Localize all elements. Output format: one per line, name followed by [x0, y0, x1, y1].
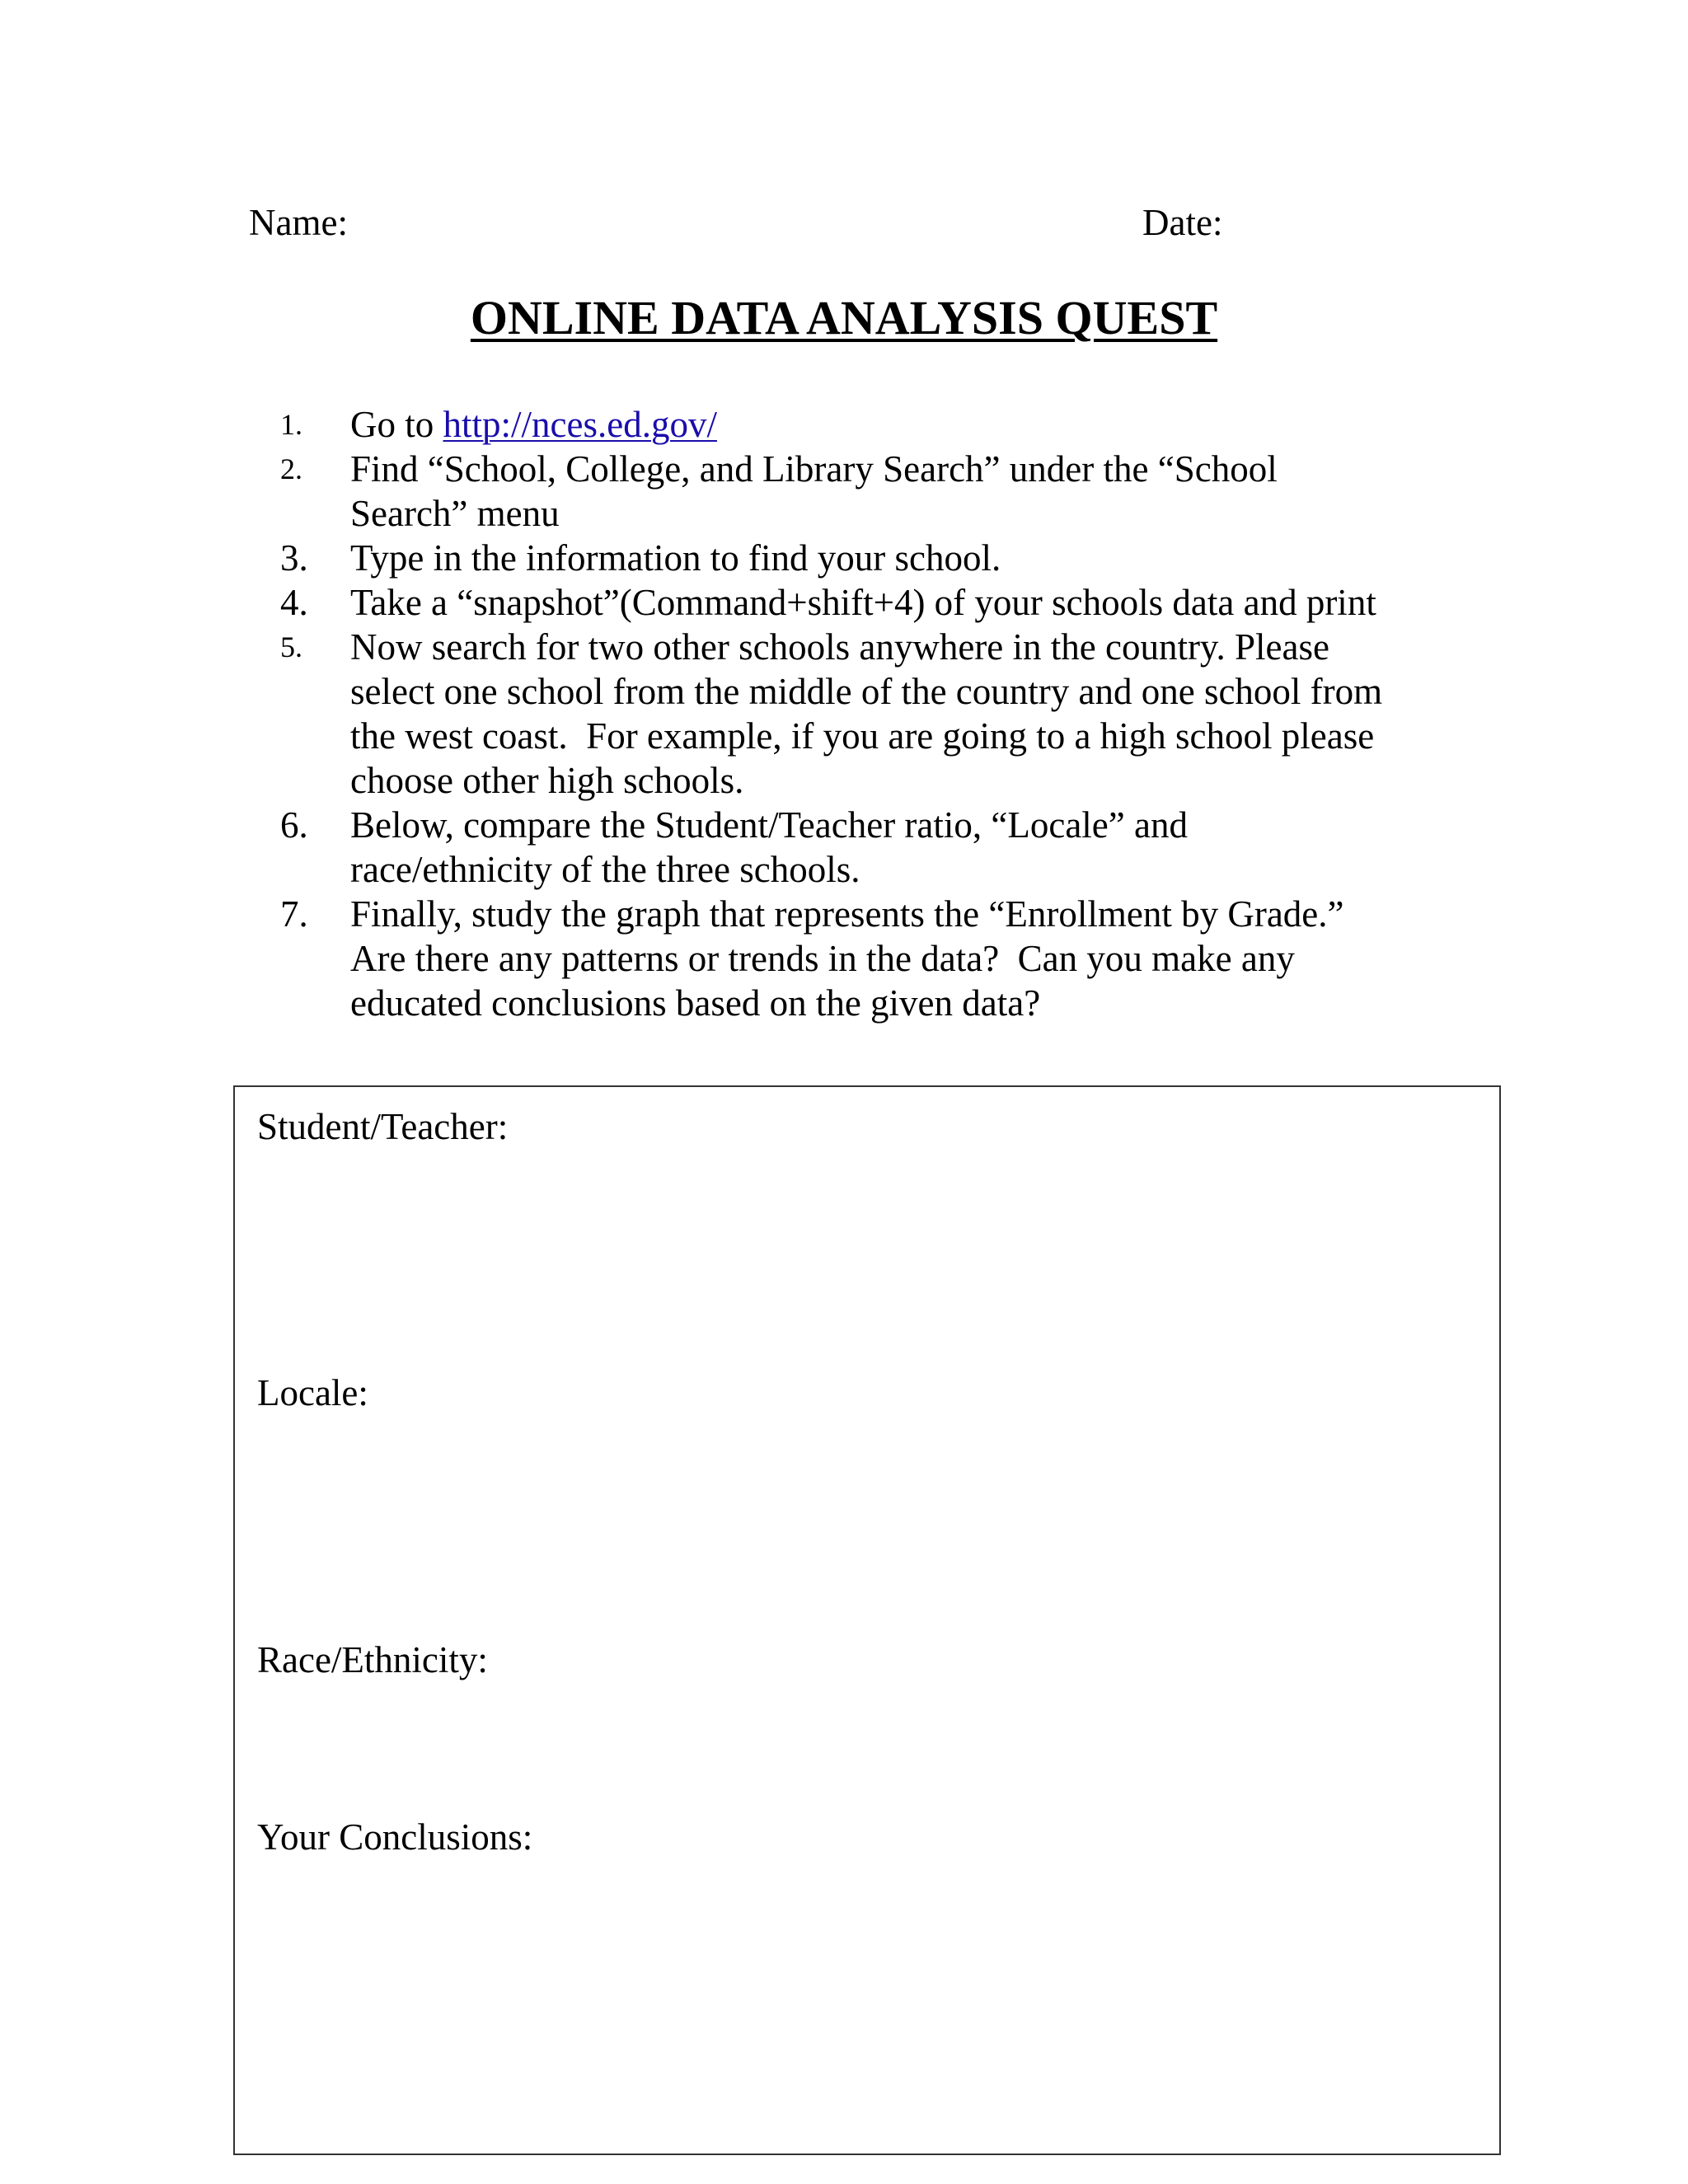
step-number: 3.	[280, 537, 308, 579]
race-ethnicity-answer-area[interactable]	[257, 1686, 1477, 1802]
locale-answer-area[interactable]	[257, 1419, 1477, 1617]
step-text-line: select one school from the middle of the country and one school from	[350, 671, 1383, 712]
name-field-label: Name:	[249, 202, 348, 243]
list-item-step-3	[280, 536, 1447, 580]
conclusions-label: Your Conclusions:	[257, 1816, 533, 1858]
step-text-line: the west coast. For example, if you are going to a high school please	[350, 715, 1375, 757]
student-teacher-answer-area[interactable]	[257, 1153, 1477, 1351]
answer-box	[233, 1085, 1501, 2155]
step-text-line: Take a “snapshot”(Command+shift+4) of your schools data and print	[350, 582, 1376, 623]
step-number: 6.	[280, 804, 308, 846]
step-number: 4.	[280, 582, 308, 623]
step-text: Go to	[350, 404, 443, 445]
step-number: 7.	[280, 893, 308, 935]
student-teacher-label: Student/Teacher:	[257, 1106, 509, 1147]
list-item-step-1	[280, 402, 1447, 447]
step-text-line: Below, compare the Student/Teacher ratio, “Locale” and	[350, 804, 1188, 846]
list-item-step-7	[280, 892, 1447, 1025]
step-text-line: educated conclusions based on the given data?	[350, 982, 1041, 1024]
list-item-step-6	[280, 803, 1447, 892]
step-text-line: Now search for two other schools anywhere in the country. Please	[350, 626, 1329, 668]
page-title: ONLINE DATA ANALYSIS QUEST	[470, 291, 1218, 344]
step-number: 1.	[280, 408, 302, 441]
locale-label: Locale:	[257, 1372, 368, 1413]
step-text-line: race/ethnicity of the three schools.	[350, 849, 860, 890]
list-item-step-5	[280, 625, 1447, 803]
list-item-step-4	[280, 580, 1447, 625]
step-text-line: Type in the information to find your school.	[350, 537, 1001, 579]
list-item-step-2	[280, 447, 1447, 536]
race-ethnicity-label: Race/Ethnicity:	[257, 1639, 488, 1680]
step-number: 5.	[280, 630, 302, 663]
date-field-label: Date:	[1142, 202, 1223, 243]
step-text-line: Find “School, College, and Library Search” under the “School	[350, 448, 1278, 490]
instruction-list	[280, 402, 1447, 1025]
step-number: 2.	[280, 452, 302, 485]
nces-link[interactable]: http://nces.ed.gov/	[443, 404, 717, 445]
step-text-line: choose other high schools.	[350, 760, 744, 801]
conclusions-answer-area[interactable]	[257, 1863, 1477, 2127]
step-text-line: Finally, study the graph that represents the “Enrollment by Grade.”	[350, 893, 1344, 935]
step-text-line: Are there any patterns or trends in the data? Can you make any	[350, 938, 1295, 979]
step-text-line: Search” menu	[350, 493, 560, 534]
